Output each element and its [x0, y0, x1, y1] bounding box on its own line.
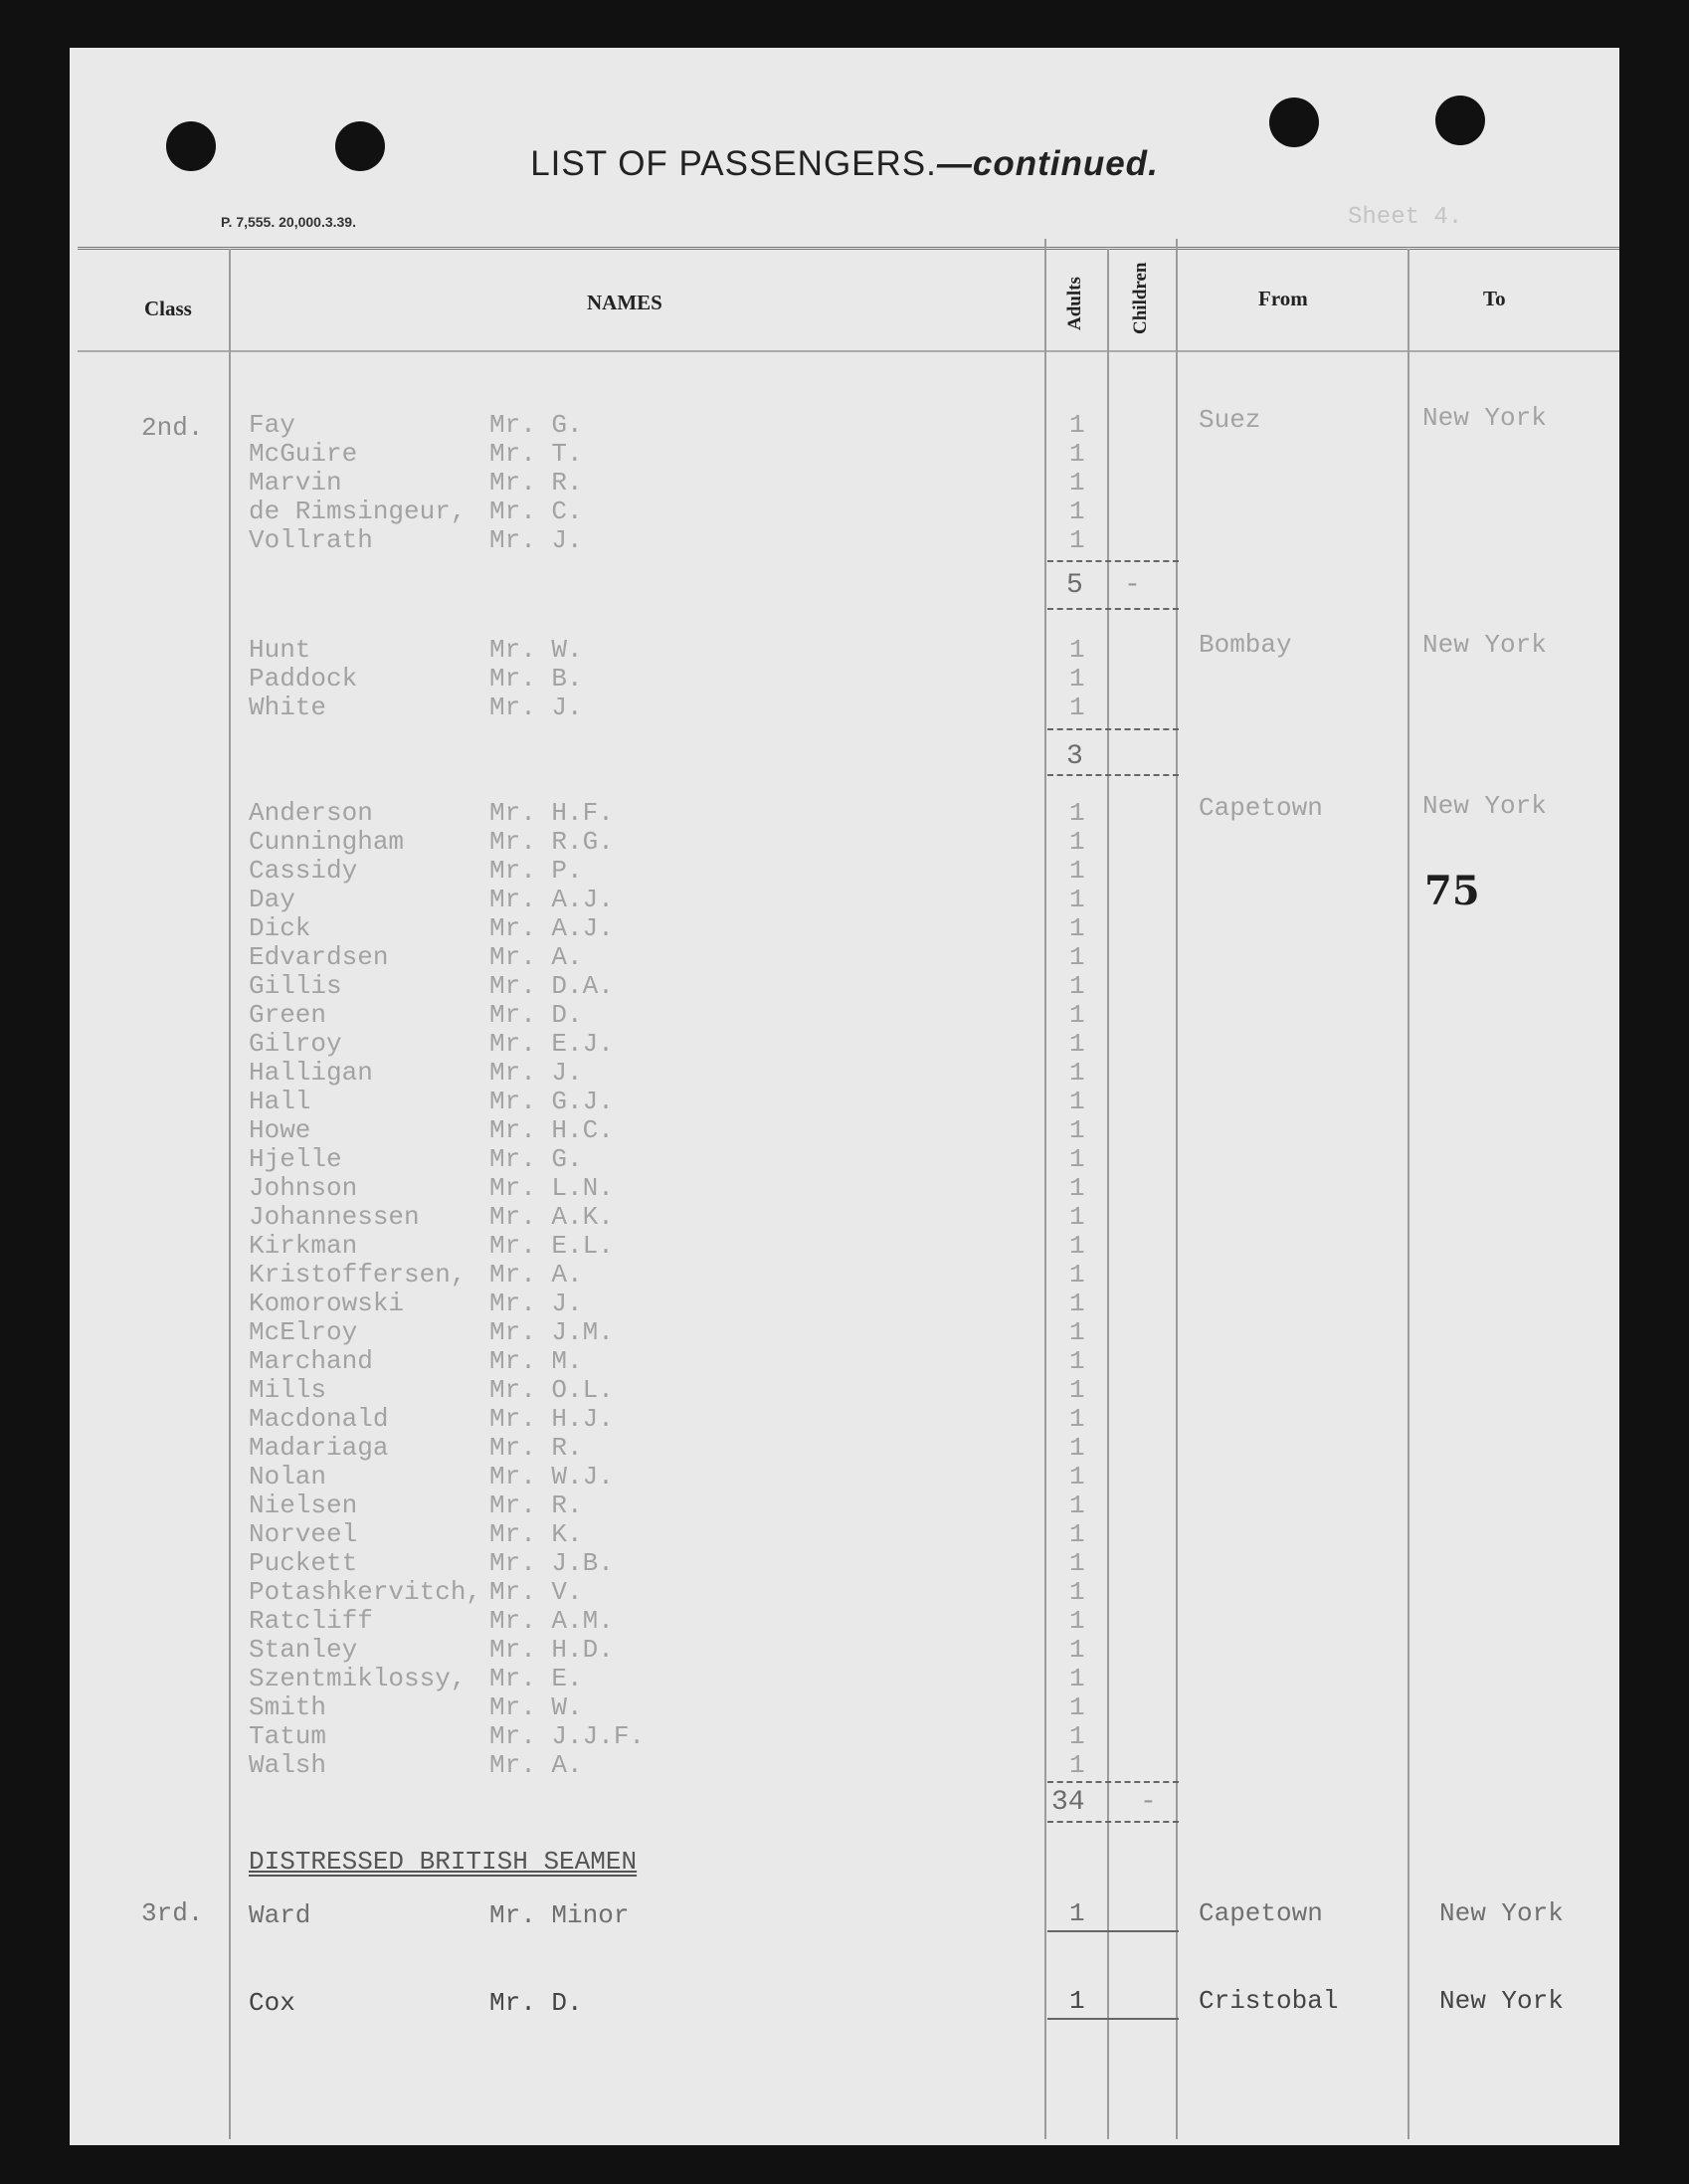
passenger-title: Mr. E.L. — [489, 1231, 614, 1261]
passenger-surname: Tatum — [249, 1721, 327, 1751]
adults-count: 1 — [1069, 1577, 1085, 1607]
passenger-title: Mr. R. — [489, 468, 583, 497]
passenger-title: Mr. J. — [489, 1289, 583, 1318]
punch-hole — [1269, 98, 1319, 147]
passenger-title: Mr. J.M. — [489, 1317, 614, 1347]
subtotal-children: - — [1140, 1787, 1157, 1818]
passenger-title: Mr. H.D. — [489, 1635, 614, 1665]
origin-port: Capetown — [1199, 793, 1323, 823]
passenger-surname: Cassidy — [249, 856, 358, 886]
adults-count: 1 — [1069, 1260, 1085, 1290]
subtotal-adults: 3 — [1066, 741, 1083, 772]
adults-count: 1 — [1069, 885, 1085, 914]
subtotal-adults: 34 — [1051, 1787, 1085, 1818]
origin-port: Capetown — [1199, 1898, 1323, 1928]
subtotal-rule — [1047, 1781, 1179, 1783]
title-continued: —continued. — [936, 144, 1159, 183]
passenger-title: Mr. E.J. — [489, 1029, 614, 1059]
passenger-surname: White — [249, 693, 327, 722]
col-divider — [1107, 249, 1109, 2139]
adults-count: 1 — [1069, 1750, 1085, 1780]
adults-count: 1 — [1069, 1404, 1085, 1434]
adults-count: 1 — [1069, 1692, 1085, 1722]
adults-count: 1 — [1069, 1664, 1085, 1693]
subtotal-rule — [1047, 560, 1179, 562]
destination-port: New York — [1439, 1898, 1564, 1928]
passenger-surname: Stanley — [249, 1635, 358, 1665]
adults-count: 1 — [1069, 913, 1085, 943]
passenger-title: Mr. A.J. — [489, 913, 614, 943]
adults-count: 1 — [1069, 1231, 1085, 1261]
col-divider — [1408, 249, 1409, 2139]
passenger-title: Mr. O.L. — [489, 1375, 614, 1405]
adults-count: 1 — [1069, 1317, 1085, 1347]
adults-count: 1 — [1069, 1433, 1085, 1463]
adults-count: 1 — [1069, 798, 1085, 828]
passenger-surname: Hall — [249, 1087, 311, 1116]
passenger-title: Mr. D.A. — [489, 971, 614, 1001]
passenger-title: Mr. E. — [489, 1664, 583, 1693]
adults-count: 1 — [1069, 1721, 1085, 1751]
passenger-surname: Paddock — [249, 664, 358, 694]
passenger-surname: Macdonald — [249, 1404, 389, 1434]
passenger-surname: Cox — [249, 1988, 295, 2018]
passenger-title: Mr. G. — [489, 410, 583, 440]
passenger-title: Mr. J. — [489, 525, 583, 555]
destination-port: New York — [1422, 791, 1547, 821]
passenger-surname: Dick — [249, 913, 311, 943]
col-divider — [229, 249, 231, 2139]
col-class-heading: Class — [144, 297, 192, 320]
passenger-title: Mr. H.C. — [489, 1115, 614, 1145]
passenger-surname: Kirkman — [249, 1231, 358, 1261]
adults-count: 1 — [1069, 496, 1085, 526]
subtotal-rule — [1047, 1930, 1179, 1932]
adults-count: 1 — [1069, 1289, 1085, 1318]
passenger-title: Mr. Minor — [489, 1900, 630, 1930]
passenger-title: Mr. A.M. — [489, 1606, 614, 1636]
adults-count: 1 — [1069, 1346, 1085, 1376]
col-adults-heading: Adults — [1064, 277, 1085, 330]
passenger-surname: de Rimsingeur, — [249, 496, 467, 526]
adults-count: 1 — [1069, 971, 1085, 1001]
passenger-title: Mr. K. — [489, 1519, 583, 1549]
passenger-title: Mr. G.J. — [489, 1087, 614, 1116]
passenger-title: Mr. R. — [489, 1490, 583, 1520]
passenger-title: Mr. G. — [489, 1144, 583, 1174]
col-names-heading: NAMES — [587, 291, 662, 314]
adults-count: 1 — [1069, 1548, 1085, 1578]
passenger-title: Mr. H.F. — [489, 798, 614, 828]
passenger-surname: Day — [249, 885, 295, 914]
section-heading: DISTRESSED BRITISH SEAMEN — [249, 1847, 638, 1877]
subtotal-rule — [1047, 1821, 1179, 1823]
passenger-title: Mr. J. — [489, 1058, 583, 1088]
adults-count: 1 — [1069, 664, 1085, 694]
adults-count: 1 — [1069, 1519, 1085, 1549]
passenger-title: Mr. W. — [489, 1692, 583, 1722]
adults-count: 1 — [1069, 439, 1085, 469]
adults-count: 1 — [1069, 1606, 1085, 1636]
subtotal-rule — [1047, 728, 1179, 730]
subtotal-adults: 5 — [1066, 570, 1083, 601]
adults-count: 1 — [1069, 1058, 1085, 1088]
passenger-surname: Anderson — [249, 798, 373, 828]
passenger-surname: McElroy — [249, 1317, 358, 1347]
adults-count: 1 — [1069, 1375, 1085, 1405]
destination-port: New York — [1439, 1986, 1564, 2016]
passenger-title: Mr. J. — [489, 693, 583, 722]
adults-count: 1 — [1069, 468, 1085, 497]
passenger-title: Mr. W.J. — [489, 1462, 614, 1491]
passenger-title: Mr. D. — [489, 1988, 583, 2018]
passenger-title: Mr. D. — [489, 1000, 583, 1030]
passenger-surname: Kristoffersen, — [249, 1260, 467, 1290]
passenger-surname: Gillis — [249, 971, 342, 1001]
passenger-title: Mr. W. — [489, 635, 583, 665]
passenger-surname: Halligan — [249, 1058, 373, 1088]
adults-count: 1 — [1069, 856, 1085, 886]
col-divider — [1176, 239, 1178, 2139]
destination-port: New York — [1422, 630, 1547, 660]
subtotal-rule — [1047, 774, 1179, 776]
adults-count: 1 — [1069, 1029, 1085, 1059]
adults-count: 1 — [1069, 1115, 1085, 1145]
passenger-surname: Nielsen — [249, 1490, 358, 1520]
passenger-title: Mr. J.B. — [489, 1548, 614, 1578]
passenger-surname: Madariaga — [249, 1433, 389, 1463]
passenger-surname: Vollrath — [249, 525, 373, 555]
adults-count: 1 — [1069, 1000, 1085, 1030]
passenger-surname: McGuire — [249, 439, 358, 469]
passenger-surname: Green — [249, 1000, 327, 1030]
passenger-surname: Fay — [249, 410, 295, 440]
passenger-title: Mr. A.J. — [489, 885, 614, 914]
adults-count: 1 — [1069, 693, 1085, 722]
header-top-rule — [78, 247, 1619, 250]
passenger-title: Mr. L.N. — [489, 1173, 614, 1203]
passenger-surname: Walsh — [249, 1750, 327, 1780]
title-main: LIST OF PASSENGERS. — [530, 144, 937, 183]
passenger-surname: Norveel — [249, 1519, 358, 1549]
adults-count: 1 — [1069, 1173, 1085, 1203]
passenger-title: Mr. A.K. — [489, 1202, 614, 1232]
passenger-title: Mr. A. — [489, 1750, 583, 1780]
adults-count: 1 — [1069, 942, 1085, 972]
passenger-surname: Hunt — [249, 635, 311, 665]
passenger-surname: Mills — [249, 1375, 327, 1405]
col-divider — [1044, 239, 1046, 2139]
passenger-surname: Ward — [249, 1900, 311, 1930]
adults-count: 1 — [1069, 635, 1085, 665]
subtotal-rule — [1047, 608, 1179, 610]
passenger-surname: Potashkervitch, — [249, 1577, 482, 1607]
origin-port: Cristobal — [1199, 1986, 1339, 2016]
origin-port: Bombay — [1199, 630, 1292, 660]
class-label: 2nd. — [141, 413, 204, 443]
passenger-title: Mr. A. — [489, 1260, 583, 1290]
passenger-surname: Edvardsen — [249, 942, 389, 972]
passenger-surname: Howe — [249, 1115, 311, 1145]
adults-count: 1 — [1069, 410, 1085, 440]
passenger-surname: Szentmiklossy, — [249, 1664, 467, 1693]
adults-count: 1 — [1069, 1490, 1085, 1520]
passenger-title: Mr. M. — [489, 1346, 583, 1376]
passenger-surname: Cunningham — [249, 827, 405, 857]
passenger-title: Mr. A. — [489, 942, 583, 972]
form-code: P. 7,555. 20,000.3.39. — [221, 214, 356, 230]
passenger-surname: Johnson — [249, 1173, 358, 1203]
col-children-heading: Children — [1130, 262, 1151, 334]
adults-count: 1 — [1069, 1144, 1085, 1174]
passenger-title: Mr. R.G. — [489, 827, 614, 857]
col-to-heading: To — [1483, 287, 1506, 310]
punch-hole — [1435, 96, 1485, 145]
passenger-surname: Ratcliff — [249, 1606, 373, 1636]
handwritten-count: 75 — [1424, 868, 1480, 914]
subtotal-rule — [1047, 2018, 1179, 2020]
passenger-title: Mr. C. — [489, 496, 583, 526]
passenger-surname: Nolan — [249, 1462, 327, 1491]
passenger-surname: Puckett — [249, 1548, 358, 1578]
passenger-title: Mr. T. — [489, 439, 583, 469]
adults-count: 1 — [1069, 1462, 1085, 1491]
passenger-title: Mr. H.J. — [489, 1404, 614, 1434]
adults-count: 1 — [1069, 827, 1085, 857]
passenger-surname: Marvin — [249, 468, 342, 497]
passenger-surname: Gilroy — [249, 1029, 342, 1059]
header-bottom-rule — [78, 350, 1619, 352]
passenger-title: Mr. B. — [489, 664, 583, 694]
origin-port: Suez — [1199, 405, 1261, 435]
class-label: 3rd. — [141, 1898, 204, 1928]
passenger-title: Mr. J.J.F. — [489, 1721, 646, 1751]
col-from-heading: From — [1258, 287, 1308, 310]
passenger-surname: Hjelle — [249, 1144, 342, 1174]
subtotal-children: - — [1124, 570, 1141, 601]
passenger-title: Mr. R. — [489, 1433, 583, 1463]
page-title — [0, 144, 1689, 184]
adults-count: 1 — [1069, 1087, 1085, 1116]
passenger-surname: Johannessen — [249, 1202, 420, 1232]
adults-count: 1 — [1069, 1202, 1085, 1232]
passenger-surname: Smith — [249, 1692, 327, 1722]
passenger-surname: Marchand — [249, 1346, 373, 1376]
passenger-title: Mr. V. — [489, 1577, 583, 1607]
destination-port: New York — [1422, 403, 1547, 433]
adults-count: 1 — [1069, 1898, 1085, 1928]
sheet-number: Sheet 4. — [1348, 204, 1463, 231]
adults-count: 1 — [1069, 1635, 1085, 1665]
passenger-title: Mr. P. — [489, 856, 583, 886]
passenger-surname: Komorowski — [249, 1289, 405, 1318]
adults-count: 1 — [1069, 525, 1085, 555]
adults-count: 1 — [1069, 1986, 1085, 2016]
